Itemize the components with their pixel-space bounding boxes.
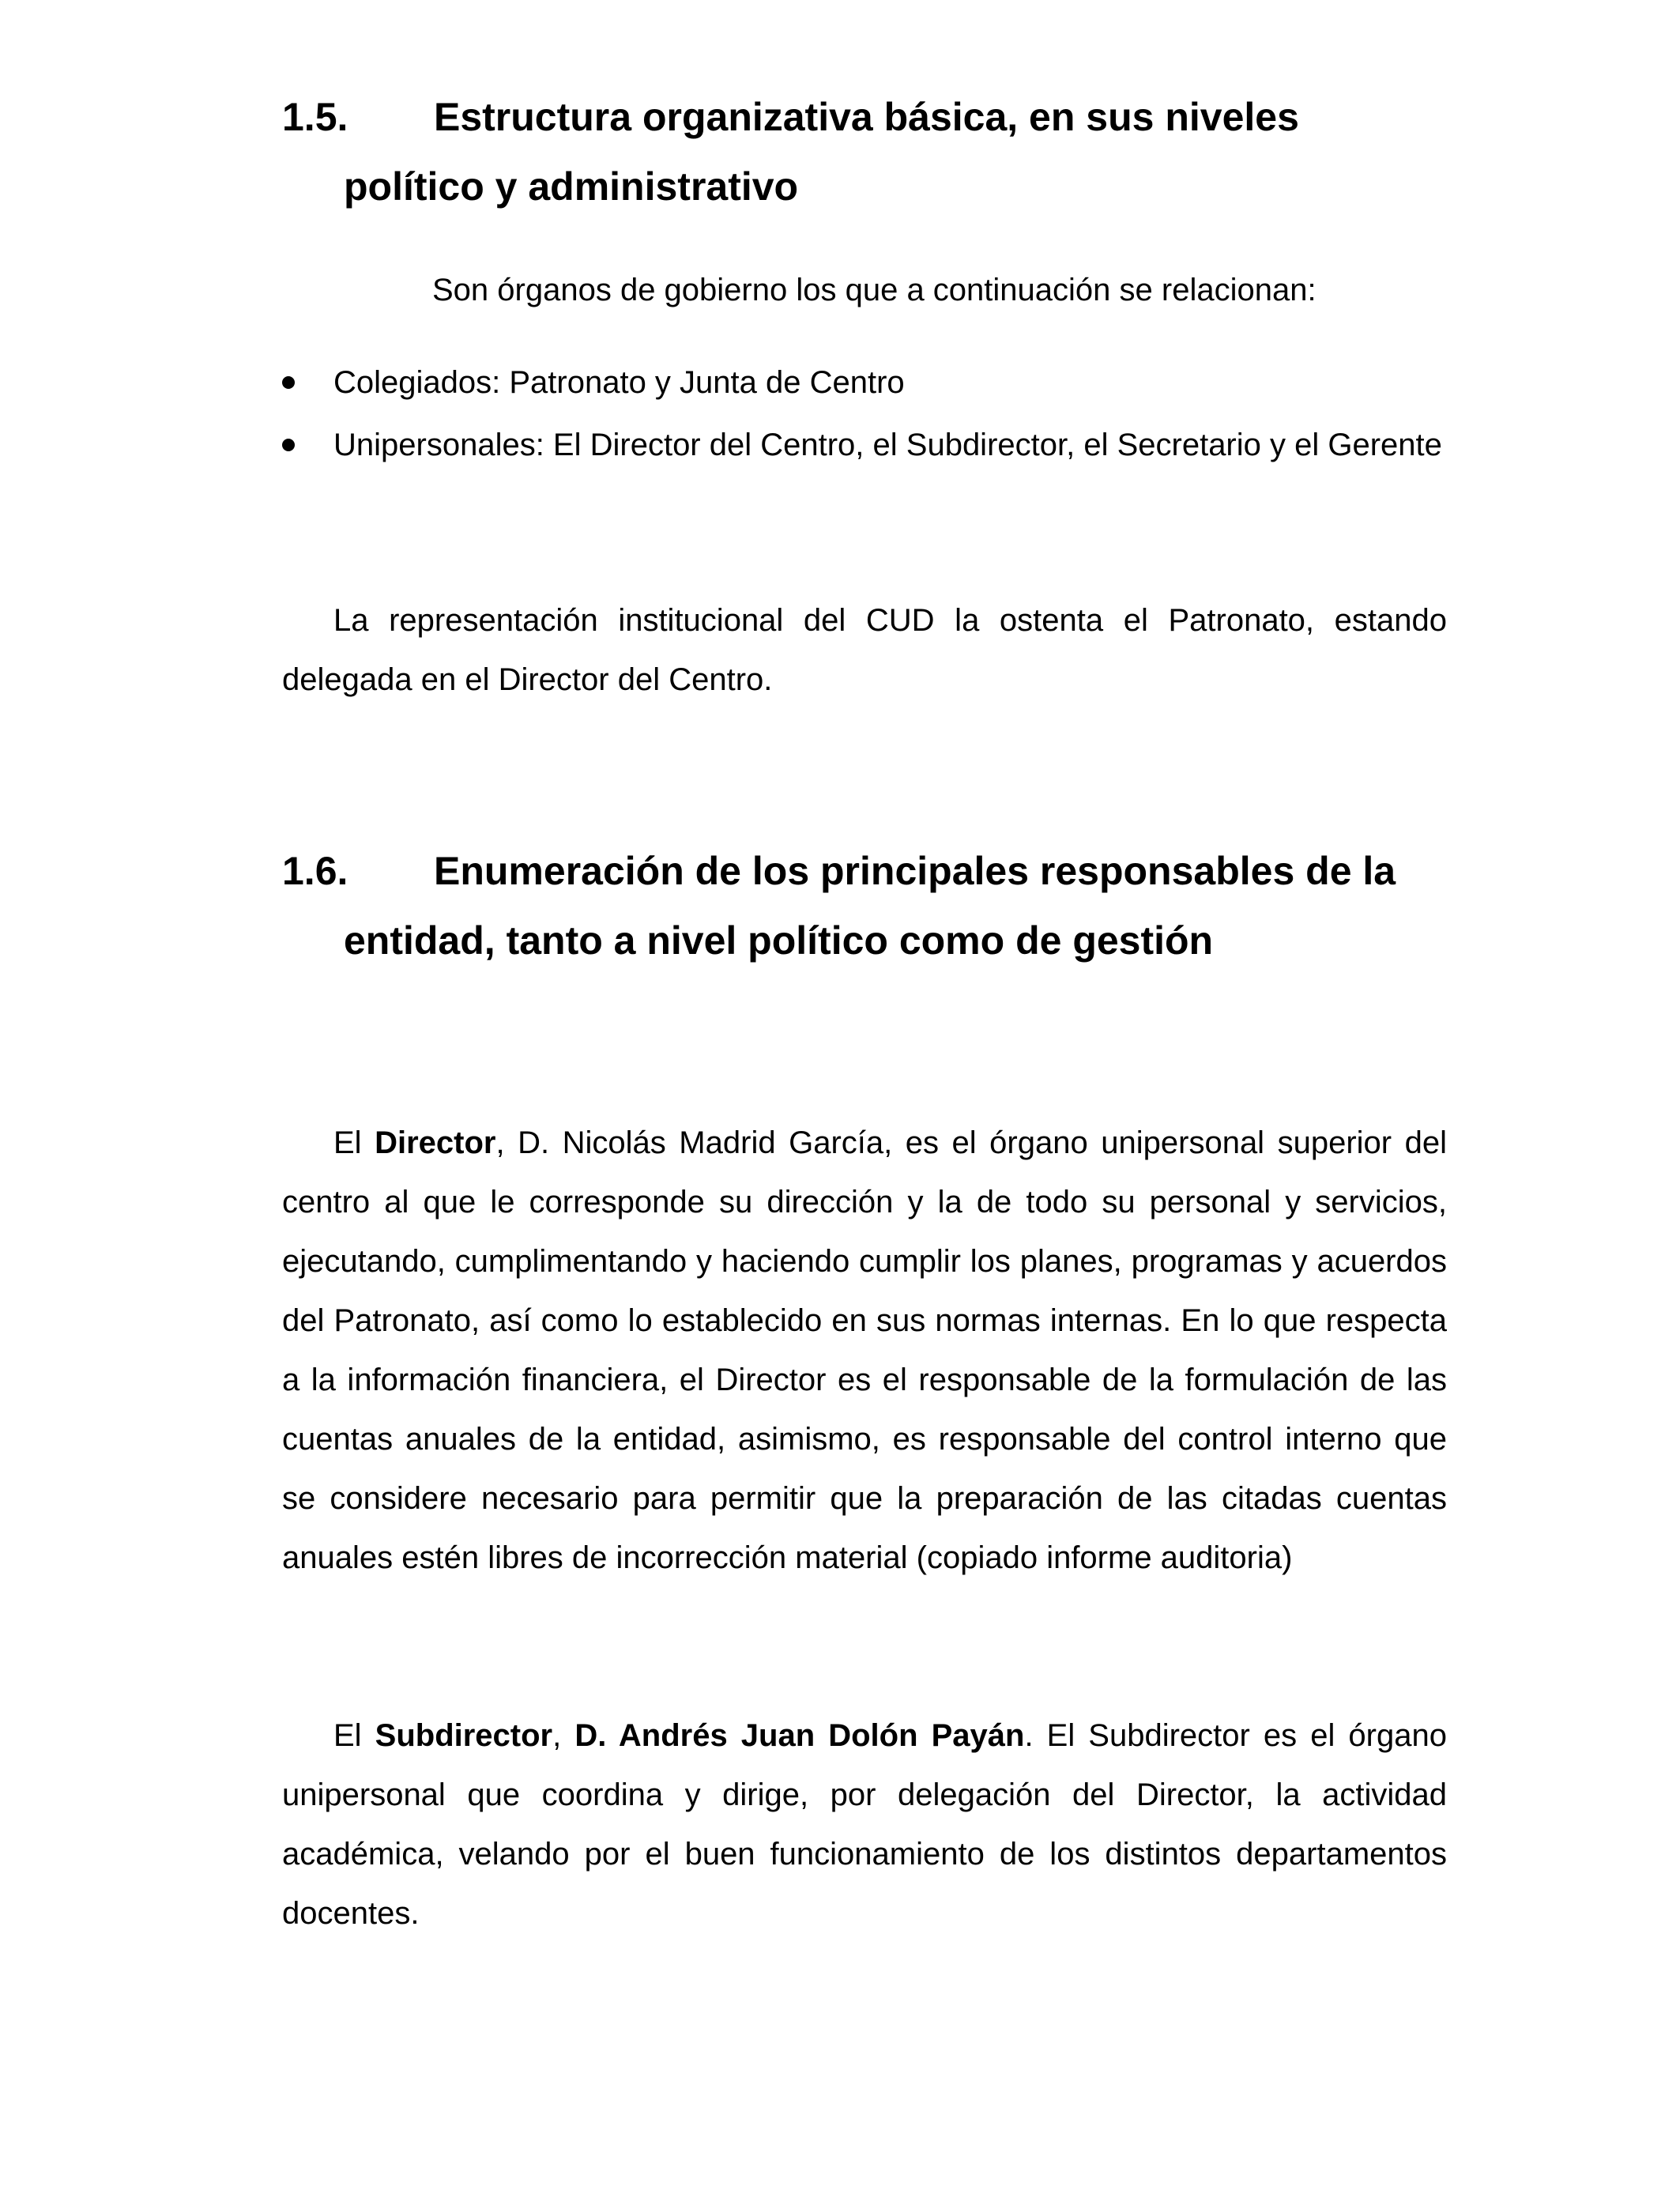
- section-1-6-title-line1: Enumeración de los principales responsables de la: [434, 849, 1396, 893]
- subdirector-text: . El Subdirector es el órgano unipersonal que coordina y dirige, por delegación del Director, la actividad académica, velando por el buen funcionamiento de los distintos departamentos docentes.: [282, 1718, 1447, 1931]
- list-item: [282, 416, 1447, 475]
- subdirector-role: Subdirector: [375, 1718, 553, 1753]
- subdirector-name: D. Andrés Juan Dolón Payán: [574, 1718, 1025, 1753]
- list-item-text: Colegiados: Patronato y Junta de Centro: [333, 365, 905, 400]
- director-prefix: El: [333, 1125, 375, 1160]
- section-1-6-heading: [282, 836, 1467, 975]
- subdirector-separator: ,: [552, 1718, 575, 1753]
- bullet-icon: [282, 376, 295, 389]
- section-1-5-paragraph: [282, 591, 1447, 710]
- bullet-icon: [282, 439, 295, 451]
- director-paragraph: [282, 1114, 1447, 1588]
- section-1-5-intro: Son órganos de gobierno los que a continuación se relacionan:: [432, 273, 1317, 307]
- director-text: , D. Nicolás Madrid García, es el órgano unipersonal superior del centro al que le corresponde su dirección y la de todo su personal y servicios, ejecutando, cumplimentando y haciendo cumplir los planes, programas y acuerdos del Patronato, así como lo establecido en sus normas internas. En lo que respecta a la información financiera, el Director es el responsable de la formulación de las cuentas anuales de la entidad, asimismo, es responsable del control interno que se considere necesario para permitir que la preparación de las citadas cuentas anuales estén libres de incorrección material (copiado informe auditoria): [282, 1125, 1447, 1575]
- section-1-6-number: 1.6.: [282, 849, 348, 893]
- section-1-5-number: 1.5.: [282, 95, 348, 139]
- governing-bodies-list: [282, 353, 1447, 475]
- section-1-6-title-line2: entidad, tanto a nivel político como de gestión: [344, 918, 1214, 963]
- subdirector-paragraph: [282, 1706, 1447, 1943]
- representation-text: La representación institucional del CUD la ostenta el Patronato, estando delegada en el Director del Centro.: [282, 603, 1447, 697]
- subdirector-prefix: El: [333, 1718, 375, 1753]
- list-item: [282, 353, 1447, 413]
- list-item-text: Unipersonales: El Director del Centro, el Subdirector, el Secretario y el Gerente: [333, 428, 1442, 462]
- director-role: Director: [375, 1125, 496, 1160]
- section-1-5-title-line2: político y administrativo: [344, 164, 799, 209]
- section-1-5-title-line1: Estructura organizativa básica, en sus niveles: [434, 95, 1299, 139]
- section-1-5-heading: [282, 82, 1467, 221]
